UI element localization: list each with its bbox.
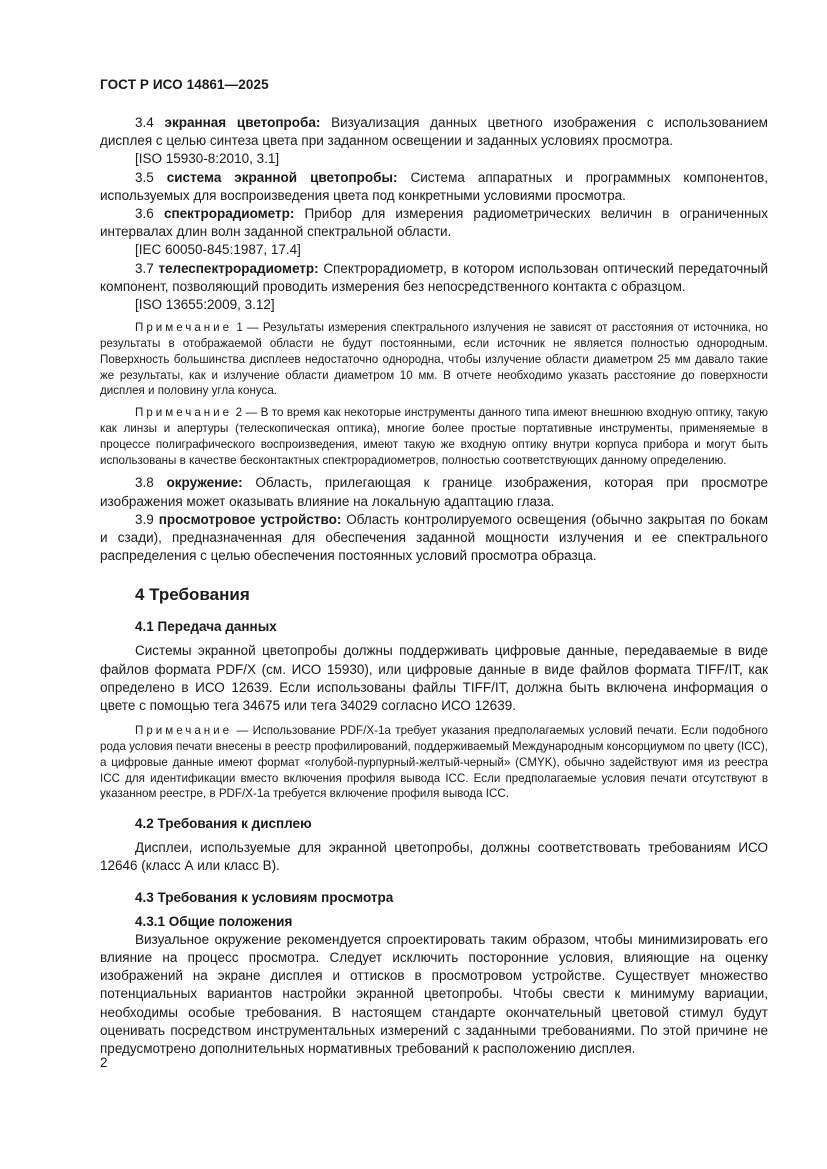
page-content bbox=[100, 114, 768, 1058]
running-header: ГОСТ Р ИСО 14861—2025 bbox=[100, 77, 269, 92]
reference: [IEC 60050-845:1987, 17.4] bbox=[135, 242, 301, 258]
reference: [ISO 15930-8:2010, 3.1] bbox=[135, 151, 280, 167]
clause-number: 3.5 bbox=[135, 169, 154, 185]
definition-3-8 bbox=[100, 474, 768, 510]
note-number: 2 — bbox=[235, 406, 258, 420]
definition-text: Область контролируемого освещения (обычно закрытая по бокам и сзади), предназначенная для обеспечения заданной мощности излучения и ее спектрального распределения с целью обеспечения постоянных условий просмотра образца. bbox=[100, 511, 768, 564]
section-4-1-heading: 4.1 Передача данных bbox=[135, 619, 277, 635]
definition-text: Область, прилегающая к границе изображения, которая при просмотре изображения может оказывать влияние на локальную адаптацию глаза. bbox=[100, 475, 768, 509]
note-label: Примечание bbox=[135, 724, 233, 738]
term: система экранной цветопробы: bbox=[166, 169, 398, 185]
note-2 bbox=[100, 405, 768, 468]
clause-number: 3.6 bbox=[135, 206, 154, 222]
note-3 bbox=[100, 723, 768, 802]
reference: [ISO 13655:2009, 3.12] bbox=[135, 297, 275, 313]
definition-3-7 bbox=[100, 260, 768, 296]
definition-3-9 bbox=[100, 511, 768, 566]
clause-number: 3.4 bbox=[135, 115, 154, 130]
term: просмотровое устройство: bbox=[158, 511, 342, 527]
term: телеспектрорадиометр: bbox=[158, 260, 319, 276]
definition-text: Визуализация данных цветного изображения с использованием дисплея с целью синтеза цвета при заданном освещении и заданных условиях просмотра. bbox=[100, 115, 768, 149]
note-1 bbox=[100, 320, 768, 399]
clause-number: 3.7 bbox=[135, 260, 154, 276]
section-4-3-1-heading: 4.3.1 Общие положения bbox=[135, 913, 293, 929]
section-4-3-1-text: Визуальное окружение рекомендуется спроектировать таким образом, чтобы минимизировать его влияние на процесс просмотра. Следует исключить посторонние условия, влияющие на оценку изображений на экране дисплея и оттисков в просмотровом устройстве. Существует множество потенциальных вариантов настройки экранной цветопробы. Чтобы свести к минимуму вариации, необходимы особые требования. В настоящем стандарте окончательный цветовой стимул будут оценивать посредством инструментальных измерений с заданными требованиями. По этой причине не предусмотрено дополнительных нормативных требований к расположению дисплея. bbox=[100, 931, 768, 1057]
definition-3-6 bbox=[100, 205, 768, 241]
definition-text: Прибор для измерения радиометрических величин в ограниченных интервалах длин волн заданной спектральной области. bbox=[100, 206, 768, 240]
definition-3-4 bbox=[100, 114, 768, 150]
definition-3-5 bbox=[100, 169, 768, 205]
note-label: Примечание bbox=[135, 321, 233, 335]
definition-text: Система аппаратных и программных компонентов, используемых для воспроизведения цвета под конкретными условиями просмотра. bbox=[100, 169, 768, 203]
note-text: В то время как некоторые инструменты данного типа имеют внешнюю входную оптику, такую как линзы и апертуры (телескопическая оптика), многие более простые портативные инструменты, применяемые в процессе полиграфического воспроизведения, имеют такую же входную оптику внутри корпуса прибора и могут быть использованы в качестве бесконтактных спектрорадиометров, полностью соответствующих данному определению. bbox=[100, 406, 768, 467]
term: спектрорадиометр: bbox=[163, 206, 295, 222]
note-text: Результаты измерения спектрального излучения не зависят от расстояния от источника, но результаты в отображаемой области не будут постоянными, если источник не является полностью однородным. Поверхность большинства дисплеев недостаточно однородна, чтобы излучение области диаметром 25 мм давало такие же результаты, как и излучение области диаметром 10 мм. В отчете необходимо указать расстояние до поверхности дисплея и половину угла конуса. bbox=[100, 321, 768, 398]
clause-number: 3.8 bbox=[135, 475, 154, 491]
clause-number: 3.9 bbox=[135, 511, 154, 527]
note-text: Использование PDF/X-1a требует указания предполагаемых условий печати. Если подобного рода условия печати внесены в реестр профилирований, поддерживаемый Международным консорциумом по цвету (ICC), а цифровые данные имеют формат «голубой-пурпурный-желтый-черный» (CMYK), обычно задействуют имя из реестра ICC для идентификации вместо включения профиля вывода ICC. Если предполагаемые условия печати отсутствуют в указанном реестре, в PDF/X-1a требуется включение профиля вывода ICC. bbox=[100, 724, 768, 801]
term: экранная цветопроба: bbox=[164, 115, 321, 130]
definition-text: Спектрорадиометр, в котором использован оптический передаточный компонент, позволяющий проводить измерения без непосредственного контакта с образцом. bbox=[100, 260, 768, 294]
section-4-heading: 4 Требования bbox=[135, 585, 250, 605]
term: окружение: bbox=[166, 475, 243, 491]
section-4-1-text: Системы экранной цветопробы должны поддерживать цифровые данные, передаваемые в виде файлов формата PDF/X (см. ИСО 15930), или цифровые данные в виде файлов формата TIFF/IT, как определено в ИСО 12639. Если использованы файлы TIFF/IT, должна быть включена информация о цвете с помощью тега 34675 или тега 34029 согласно ИСО 12639. bbox=[100, 643, 768, 714]
note-number: 1 — bbox=[236, 321, 259, 335]
page-number: 2 bbox=[100, 1055, 108, 1070]
section-4-2-heading: 4.2 Требования к дисплею bbox=[135, 816, 312, 832]
section-4-3-heading: 4.3 Требования к условиям просмотра bbox=[135, 889, 394, 905]
note-label: Примечание bbox=[135, 406, 233, 420]
note-number: — bbox=[236, 724, 249, 738]
section-4-2-text: Дисплеи, используемые для экранной цветопробы, должны соответствовать требованиям ИСО 12646 (класс А или класс В). bbox=[100, 840, 768, 874]
